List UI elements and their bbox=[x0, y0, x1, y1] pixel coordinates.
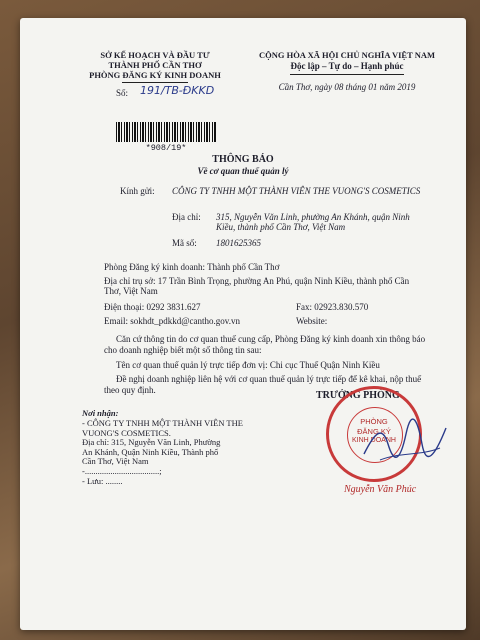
signature-title: TRƯỞNG PHÒNG bbox=[316, 390, 400, 401]
document-title: THÔNG BÁO bbox=[212, 154, 274, 165]
agency-office: PHÒNG ĐĂNG KÝ KINH DOANH bbox=[89, 70, 221, 80]
body-paragraph-1: Căn cứ thông tin do cơ quan thuế cung cấp, Phòng Đăng ký kinh doanh xin thông báo cho doanh nghiệp biết một số thông tin sau: bbox=[104, 334, 426, 355]
stamp-line-2: ĐĂNG KÝ bbox=[357, 427, 391, 436]
doc-number-label: Số: bbox=[116, 88, 129, 98]
barcode-label: *908/19* bbox=[145, 143, 187, 153]
national-motto: Độc lập – Tự do – Hạnh phúc bbox=[290, 61, 404, 71]
header-right-rule bbox=[290, 74, 404, 75]
recipients-item-3: - Lưu: ........ bbox=[82, 476, 123, 486]
document-sheet bbox=[20, 18, 466, 630]
recipients-item-2: -...................................; bbox=[82, 466, 162, 476]
office-phone: Điện thoại: 0292 3831.627 bbox=[104, 302, 201, 312]
tax-office-line: Tên cơ quan thuế quản lý trực tiếp đơn vị: Chi cục Thuế Quận Ninh Kiều bbox=[116, 360, 380, 370]
tax-code-label: Mã số: bbox=[172, 238, 197, 248]
recipient-name: CÔNG TY TNHH MỘT THÀNH VIÊN THE VUONG'S COSMETICS bbox=[172, 186, 421, 196]
doc-number-handwritten: 191/TB-ĐKKD bbox=[140, 84, 215, 97]
tax-code: 1801625365 bbox=[216, 238, 261, 248]
office-fax: Fax: 02923.830.570 bbox=[296, 302, 369, 312]
office-address: Địa chỉ trụ sở: 17 Trần Bình Trọng, phường An Phú, quận Ninh Kiều, thành phố Cần Thơ, Việt Nam bbox=[104, 276, 410, 296]
recipient-address-label: Địa chỉ: bbox=[172, 212, 201, 222]
agency-city: THÀNH PHỐ CẦN THƠ bbox=[108, 60, 202, 70]
document-date: Cần Thơ, ngày 08 tháng 01 năm 2019 bbox=[278, 82, 416, 92]
national-title: CỘNG HÒA XÃ HỘI CHỦ NGHĨA VIỆT NAM bbox=[258, 50, 436, 60]
barcode bbox=[116, 122, 216, 142]
recipients-item-1-address: Địa chỉ: 315, Nguyễn Văn Linh, Phường An Khánh, Quận Ninh Kiều, Thành phố Cần Thơ, Việt Nam bbox=[82, 437, 221, 466]
recipient-address: 315, Nguyễn Văn Linh, phường An Khánh, quận Ninh Kiều, thành phố Cần Thơ, Việt Nam bbox=[216, 212, 410, 232]
recipients-item-1: - CÔNG TY TNHH MỘT THÀNH VIÊN THE VUONG'S COSMETICS. bbox=[82, 418, 243, 438]
stamp-line-1: PHÒNG bbox=[360, 417, 388, 426]
agency-name: SỞ KẾ HOẠCH VÀ ĐẦU TƯ bbox=[100, 50, 210, 60]
document-subtitle: Về cơ quan thuế quản lý bbox=[197, 166, 289, 176]
stamp-line-3: KINH DOANH bbox=[352, 437, 396, 444]
handwritten-signature bbox=[360, 414, 450, 474]
office-email: Email: sokhdt_pdkkd@cantho.gov.vn bbox=[104, 316, 240, 326]
recipient-label: Kính gửi: bbox=[120, 186, 155, 196]
office-name: Phòng Đăng ký kinh doanh: Thành phố Cần Thơ bbox=[104, 262, 280, 272]
body-paragraph-2: Đề nghị doanh nghiệp liên hệ với cơ quan thuế quản lý trực tiếp để kê khai, nộp thuế theo quy định. bbox=[104, 374, 422, 395]
header-left-rule bbox=[122, 82, 188, 83]
signatory-name: Nguyễn Văn Phúc bbox=[344, 484, 417, 495]
recipients-label: Nơi nhận: bbox=[82, 408, 119, 418]
office-website: Website: bbox=[296, 316, 328, 326]
